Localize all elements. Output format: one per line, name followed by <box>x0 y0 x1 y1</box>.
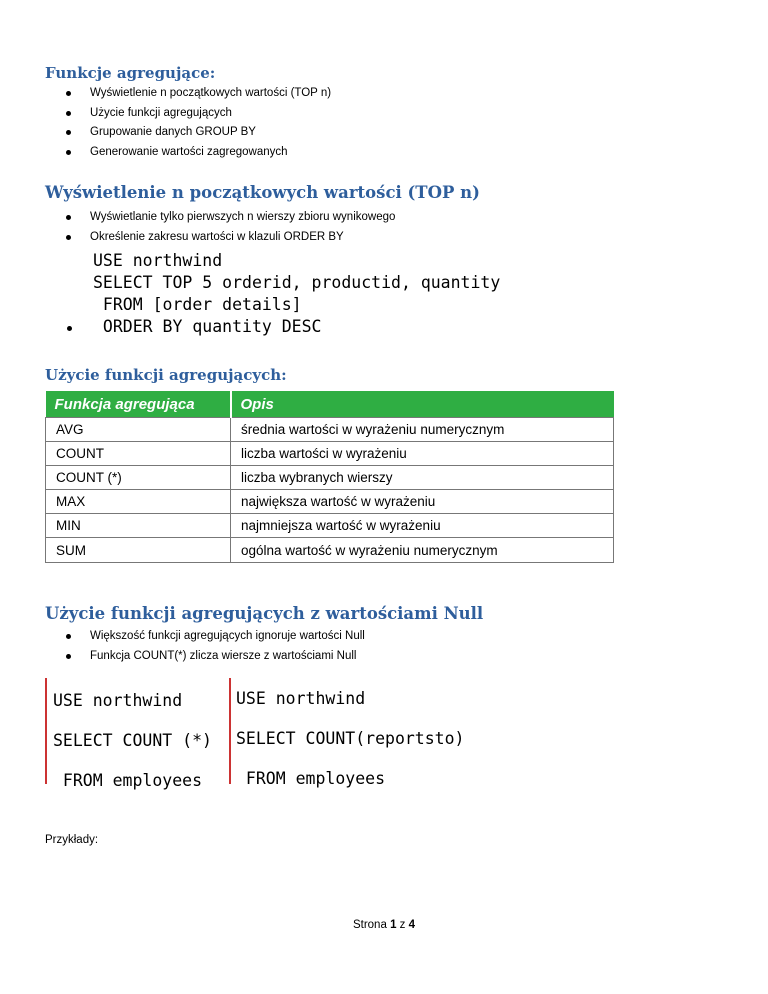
table-row <box>46 442 614 466</box>
footer-prefix: Strona <box>352 919 387 931</box>
sql-code-count-column <box>236 679 464 799</box>
footer-page-number: 1 <box>390 919 397 931</box>
section-heading-aggregate-functions: Funkcje agregujące: <box>45 64 216 82</box>
table-cell: COUNT <box>46 442 231 466</box>
code-line: USE northwind <box>93 251 223 270</box>
code-line: USE northwind <box>53 691 183 710</box>
table-cell: AVG <box>46 418 231 442</box>
table-header-function: Funkcja agregująca <box>46 391 231 418</box>
footer-separator: z <box>399 919 406 931</box>
table-cell: największa wartość w wyrażeniu <box>231 490 614 514</box>
section2-bullet-list <box>66 208 395 247</box>
table-cell: średnia wartości w wyrażeniu numerycznym <box>231 418 614 442</box>
table-cell: najmniejsza wartość w wyrażeniu <box>231 514 614 538</box>
table-cell: SUM <box>46 538 231 563</box>
list-item: Określenie zakresu wartości w klazuli ORDER BY <box>66 228 395 248</box>
list-item: Wyświetlenie n początkowych wartości (TOP n) <box>66 84 331 104</box>
page-footer <box>0 919 768 931</box>
examples-label: Przykłady: <box>45 834 99 846</box>
table-cell: MIN <box>46 514 231 538</box>
footer-page-total: 4 <box>408 919 416 931</box>
bullet-icon <box>66 91 71 96</box>
section1-bullet-list <box>66 84 331 162</box>
bullet-icon <box>66 235 71 240</box>
bullet-icon <box>66 130 71 135</box>
section-heading-using-aggregates: Użycie funkcji agregujących: <box>45 366 287 384</box>
code-line: SELECT COUNT (*) <box>53 731 212 750</box>
code-line: SELECT COUNT(reportsto) <box>236 729 465 748</box>
table-row <box>46 466 614 490</box>
list-item: Generowanie wartości zagregowanych <box>66 143 331 163</box>
table-cell: MAX <box>46 490 231 514</box>
table-row <box>46 418 614 442</box>
sql-code-count-star <box>53 681 212 801</box>
bullet-icon <box>66 654 71 659</box>
table-cell: COUNT (*) <box>46 466 231 490</box>
list-item: Wyświetlanie tylko pierwszych n wierszy zbioru wynikowego <box>66 208 395 228</box>
code-line: FROM employees <box>53 771 203 790</box>
table-row <box>46 514 614 538</box>
code-line: FROM [order details] <box>93 295 302 314</box>
list-item: Użycie funkcji agregujących <box>66 104 331 124</box>
bullet-icon <box>66 111 71 116</box>
code-left-border <box>45 678 47 784</box>
sql-code-block-top-n <box>93 250 500 338</box>
code-line: FROM employees <box>236 769 386 788</box>
bullet-icon <box>67 326 72 331</box>
list-item: Większość funkcji agregujących ignoruje wartości Null <box>66 627 365 647</box>
table-cell: liczba wartości w wyrażeniu <box>231 442 614 466</box>
list-item: Grupowanie danych GROUP BY <box>66 123 331 143</box>
table-header-description: Opis <box>231 391 614 418</box>
code-line: USE northwind <box>236 689 366 708</box>
table-cell: liczba wybranych wierszy <box>231 466 614 490</box>
list-item: Funkcja COUNT(*) zlicza wiersze z wartościami Null <box>66 647 365 667</box>
code-right-border <box>229 678 231 784</box>
table-row <box>46 490 614 514</box>
bullet-icon <box>66 634 71 639</box>
table-row <box>46 538 614 563</box>
aggregate-functions-table <box>45 391 614 563</box>
section-heading-top-n: Wyświetlenie n początkowych wartości (TOP n) <box>45 183 480 202</box>
bullet-icon <box>66 150 71 155</box>
bullet-icon <box>66 215 71 220</box>
code-line: SELECT TOP 5 orderid, productid, quantity <box>93 273 501 292</box>
table-header-row <box>46 391 614 418</box>
code-line: ORDER BY quantity DESC <box>93 317 322 336</box>
section-heading-aggregates-null: Użycie funkcji agregujących z wartościami Null <box>45 604 484 623</box>
table-cell: ogólna wartość w wyrażeniu numerycznym <box>231 538 614 563</box>
section4-bullet-list <box>66 627 365 666</box>
